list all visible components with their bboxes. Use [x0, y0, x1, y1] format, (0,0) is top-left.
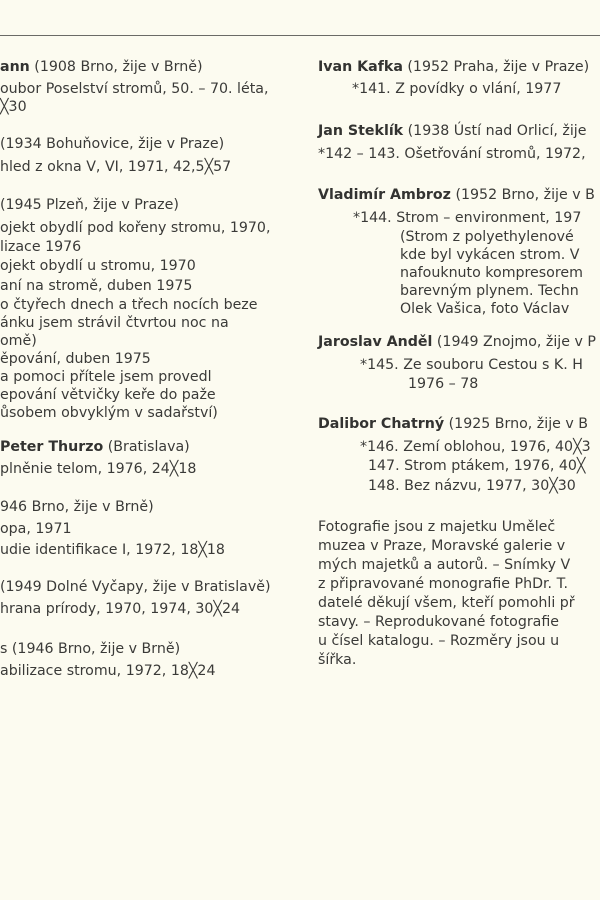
line-text: barevným plynem. Techn: [400, 283, 579, 299]
left-column-line: [0, 314, 229, 332]
line-text: lizace 1976: [0, 239, 82, 255]
left-column-line: [0, 460, 196, 478]
right-column-line: [318, 415, 588, 433]
right-column-line: [368, 457, 585, 475]
left-column-line: [0, 404, 218, 422]
left-column-line: [0, 578, 271, 596]
right-column-line: [400, 264, 583, 282]
line-text: u čísel katalogu. – Rozměry jsou u: [318, 633, 560, 649]
line-text: oubor Poselství stromů, 50. – 70. léta,: [0, 81, 269, 97]
line-text: (1945 Plzeň, žije v Praze): [0, 197, 179, 213]
right-column-line: [318, 537, 565, 555]
artist-name: Jan Steklík: [318, 123, 404, 139]
line-text: ůsobem obvyklým v sadařství): [0, 405, 218, 421]
artist-name: Peter Thurzo: [0, 439, 104, 455]
right-column-line: [353, 209, 581, 227]
line-text: stavy. – Reprodukované fotografie: [318, 614, 560, 630]
right-column-line: [318, 556, 570, 574]
right-column-line: [318, 333, 596, 351]
left-column-line: [0, 135, 224, 153]
line-text: *144. Strom – environment, 197: [353, 210, 582, 226]
left-column-line: [0, 498, 154, 516]
right-column-line: [318, 186, 595, 204]
line-text: abilizace stromu, 1972, 18╳24: [0, 663, 216, 679]
right-column-line: [318, 613, 559, 631]
line-text: Olek Vašica, foto Václav: [400, 301, 570, 317]
artist-name: Ivan Kafka: [318, 59, 403, 75]
line-text: opa, 1971: [0, 521, 72, 537]
line-text: ╳30: [0, 99, 27, 115]
line-text: (1952 Praha, žije v Praze): [402, 59, 590, 75]
line-text: Fotografie jsou z majetku Uměleč: [318, 519, 556, 535]
right-column-line: [318, 594, 575, 612]
left-column-line: [0, 80, 268, 98]
left-column-line: [0, 219, 270, 237]
line-text: s (1946 Brno, žije v Brně): [0, 641, 181, 657]
line-text: hrana prírody, 1970, 1974, 30╳24: [0, 601, 241, 617]
line-text: *141. Z povídky o vlání, 1977: [352, 81, 562, 97]
line-text: (1949 Znojmo, žije v P: [432, 334, 596, 350]
left-column-line: [0, 196, 179, 214]
artist-name: Dalibor Chatrný: [318, 416, 445, 432]
right-column-line: [318, 575, 568, 593]
line-text: (1949 Dolné Vyčapy, žije v Bratislavě): [0, 579, 271, 595]
left-column-line: [0, 238, 81, 256]
line-text: omě): [0, 333, 37, 349]
line-text: epování větvičky keře do paže: [0, 387, 216, 403]
left-column-line: [0, 541, 225, 559]
left-column-line: [0, 662, 215, 680]
line-text: a pomoci přítele jsem provedl: [0, 369, 212, 385]
line-text: mých majetků a autorů. – Snímky V: [318, 557, 571, 573]
line-text: (Bratislava): [103, 439, 190, 455]
right-column-line: [318, 58, 589, 76]
left-column-line: [0, 296, 257, 314]
left-column-line: [0, 640, 180, 658]
left-column-line: [0, 58, 203, 76]
line-text: (1925 Brno, žije v B: [444, 416, 589, 432]
left-column-line: [0, 98, 27, 116]
left-column-line: [0, 350, 151, 368]
line-text: datelé děkují všem, kteří pomohli př: [318, 595, 575, 611]
line-text: (1938 Ústí nad Orlicí, žije: [403, 123, 587, 139]
line-text: aní na stromě, duben 1975: [0, 278, 193, 294]
line-text: *142 – 143. Ošetřování stromů, 1972,: [318, 146, 586, 162]
line-text: *145. Ze souboru Cestou s K. H: [360, 357, 583, 373]
left-column-line: [0, 158, 231, 176]
line-text: (1908 Brno, žije v Brně): [29, 59, 203, 75]
line-text: z připravované monografie PhDr. T.: [318, 576, 569, 592]
right-column-line: [318, 122, 586, 140]
left-column-line: [0, 600, 240, 618]
right-column-line: [318, 518, 555, 536]
left-column-line: [0, 520, 72, 538]
right-column-line: [400, 246, 580, 264]
artist-name: Jaroslav Anděl: [318, 334, 433, 350]
right-column-line: [368, 477, 576, 495]
right-column-line: [400, 282, 579, 300]
right-column-line: [360, 438, 591, 456]
line-text: (Strom z polyethylenové: [400, 229, 574, 245]
right-column-line: [318, 632, 559, 650]
right-column-line: [318, 651, 356, 669]
right-column-line: [408, 375, 478, 393]
line-text: o čtyřech dnech a třech nocích beze: [0, 297, 258, 313]
left-column-line: [0, 438, 190, 456]
line-text: kde byl vykácen strom. V: [400, 247, 580, 263]
line-text: udie identifikace I, 1972, 18╳18: [0, 542, 225, 558]
right-column-line: [352, 80, 561, 98]
artist-name: Vladimír Ambroz: [318, 187, 451, 203]
left-column-line: [0, 368, 212, 386]
line-text: hled z okna V, VI, 1971, 42,5╳57: [0, 159, 232, 175]
line-text: 147. Strom ptákem, 1976, 40╳: [368, 458, 586, 474]
line-text: nafouknuto kompresorem: [400, 265, 583, 281]
line-text: ánku jsem strávil čtvrtou noc na: [0, 315, 229, 331]
line-text: ojekt obydlí pod kořeny stromu, 1970,: [0, 220, 271, 236]
right-column-line: [360, 356, 583, 374]
left-column-line: [0, 257, 196, 275]
line-text: 946 Brno, žije v Brně): [0, 499, 154, 515]
line-text: ojekt obydlí u stromu, 1970: [0, 258, 196, 274]
line-text: muzea v Praze, Moravské galerie v: [318, 538, 566, 554]
line-text: 1976 – 78: [408, 376, 479, 392]
right-column-line: [400, 300, 569, 318]
right-column-line: [400, 228, 574, 246]
left-column-line: [0, 386, 216, 404]
line-text: *146. Zemí oblohou, 1976, 40╳3: [360, 439, 591, 455]
line-text: 148. Bez názvu, 1977, 30╳30: [368, 478, 576, 494]
line-text: (1934 Bohuňovice, žije v Praze): [0, 136, 225, 152]
artist-name: ann: [0, 59, 30, 75]
line-text: ěpování, duben 1975: [0, 351, 151, 367]
line-text: šířka.: [318, 652, 357, 668]
left-column-line: [0, 332, 37, 350]
line-text: (1952 Brno, žije v B: [450, 187, 595, 203]
line-text: plněnie telom, 1976, 24╳18: [0, 461, 197, 477]
top-rule: [0, 35, 600, 36]
left-column-line: [0, 277, 192, 295]
right-column-line: [318, 145, 586, 163]
